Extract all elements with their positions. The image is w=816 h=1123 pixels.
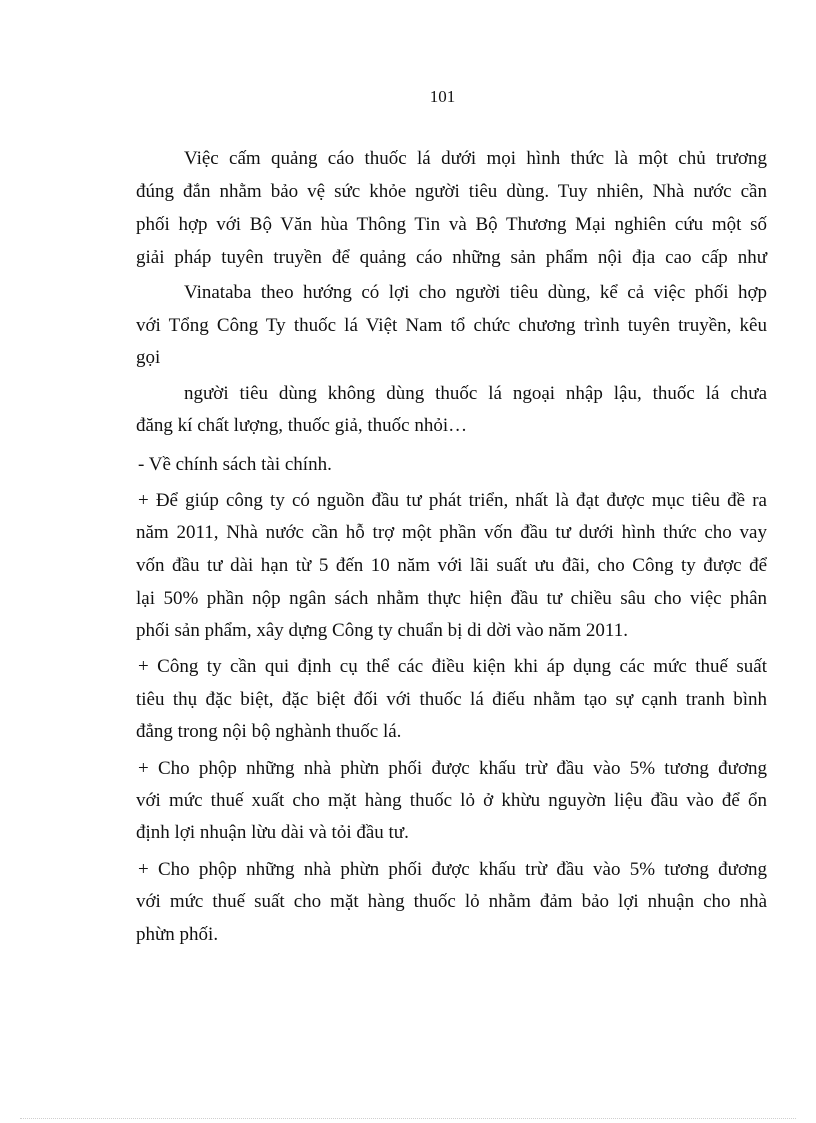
text-line: - Về chính sách tài chính. [138,454,332,475]
text-line: giải pháp tuyên truyền để quảng cáo những sản phẩm nội địa cao cấp như [136,247,767,268]
text-line: vốn đầu tư dài hạn từ 5 đến 10 năm với lãi suất ưu đãi, cho Công ty được để [136,555,767,576]
text-line: + Cho phộp những nhà phừn phối được khấu trừ đầu vào 5% tương đương [138,758,767,779]
text-line: với mức thuế xuất cho mặt hàng thuốc lỏ ở khừu nguyờn liệu đầu vào để ổn [136,790,767,811]
text-line: năm 2011, Nhà nước cần hỗ trợ một phần vốn đầu tư dưới hình thức cho vay [136,522,767,543]
text-line: đăng kí chất lượng, thuốc giả, thuốc nhỏi… [136,415,468,436]
text-line: đúng đắn nhằm bảo vệ sức khỏe người tiêu dùng. Tuy nhiên, Nhà nước cần [136,181,767,202]
text-line: + Cho phộp những nhà phừn phối được khấu trừ đầu vào 5% tương đương [138,859,767,880]
text-line: với mức thuế suất cho mặt hàng thuốc lỏ nhằm đảm bảo lợi nhuận cho nhà [136,891,767,912]
text-line: tiêu thụ đặc biệt, đặc biệt đối với thuốc lá điếu nhằm tạo sự cạnh tranh bình [136,689,767,710]
text-line: Việc cấm quảng cáo thuốc lá dưới mọi hình thức là một chủ trương [184,148,767,169]
text-line: Vinataba theo hướng có lợi cho người tiêu dùng, kể cả việc phối hợp [184,282,767,303]
text-line: phối sản phẩm, xây dựng Công ty chuẩn bị di dời vào năm 2011. [136,620,628,641]
text-line: + Công ty cần qui định cụ thể các điều kiện khi áp dụng các mức thuế suất [138,656,767,677]
text-line: đẳng trong nội bộ nghành thuốc lá. [136,721,402,742]
text-line: phừn phối. [136,924,219,945]
page-bottom-rule [20,1118,796,1119]
text-line: gọi [136,347,161,368]
text-line: người tiêu dùng không dùng thuốc lá ngoại nhập lậu, thuốc lá chưa [184,383,767,404]
page-number: 101 [429,87,456,106]
text-line: lại 50% phần nộp ngân sách nhằm thực hiện đầu tư chiều sâu cho việc phân [136,588,767,609]
text-line: với Tổng Công Ty thuốc lá Việt Nam tổ chức chương trình tuyên truyền, kêu [136,315,767,336]
text-line: định lợi nhuận lừu dài và tỏi đầu tư. [136,822,409,843]
text-line: + Để giúp công ty có nguồn đầu tư phát triển, nhất là đạt được mục tiêu đề ra [138,490,767,511]
text-line: phối hợp với Bộ Văn hùa Thông Tin và Bộ Thương Mại nghiên cứu một số [136,214,767,235]
